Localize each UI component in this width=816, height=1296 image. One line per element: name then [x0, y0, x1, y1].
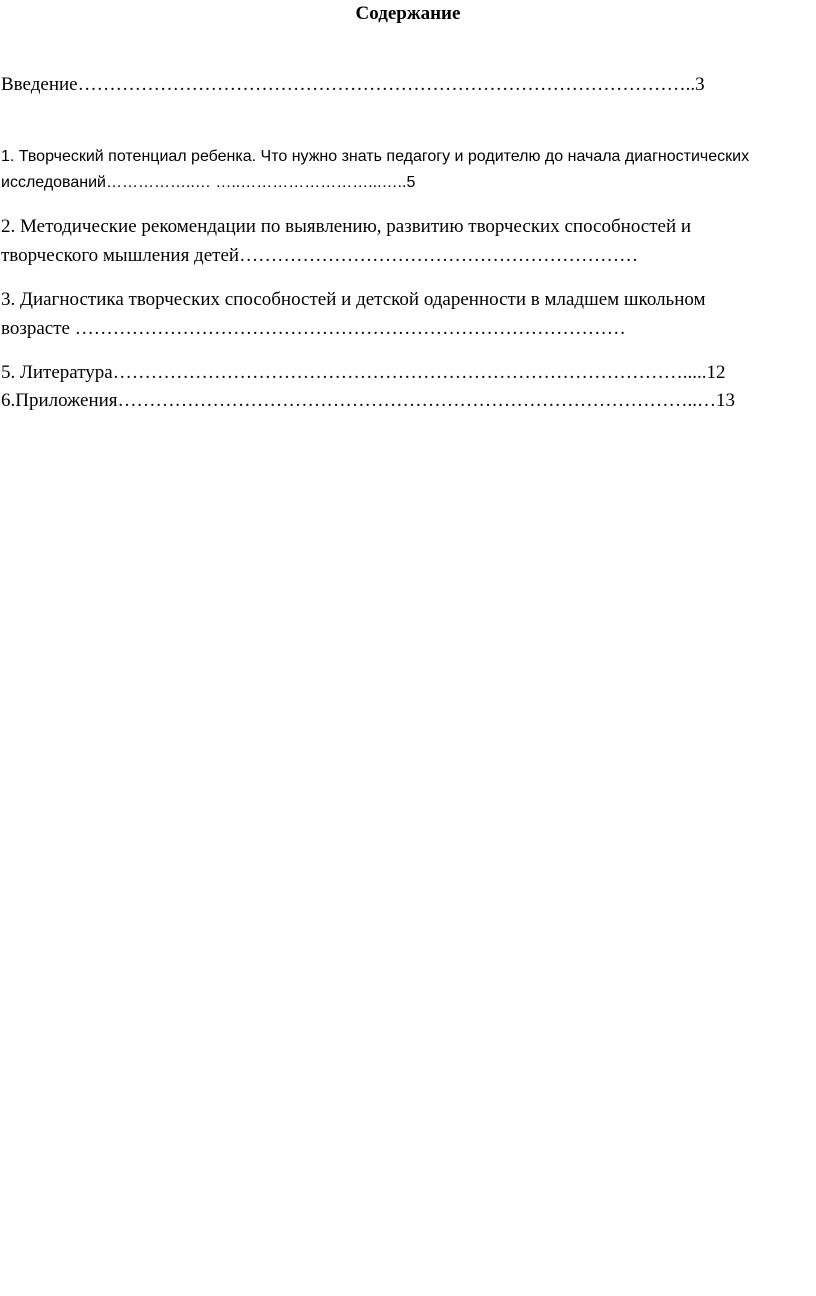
- toc-entry-2-line-1: 2. Методические рекомендации по выявлению, развитию творческих способностей и: [1, 216, 692, 237]
- toc-entry-3-line-2: возрасте ……………………………………………………………………………: [1, 318, 626, 339]
- toc-entry-3-line-1: 3. Диагностика творческих способностей и детской одаренности в младшем школьном: [1, 289, 706, 310]
- page-title: Содержание: [355, 3, 461, 24]
- toc-entry-1-line-1: 1. Творческий потенциал ребенка. Что нужно знать педагогу и родителю до начала диагностических: [1, 148, 750, 165]
- toc-entry-introduction: Введение……………………………………………………………………………………..3: [1, 74, 705, 95]
- toc-entry-appendices: 6.Приложения………………………………………………………………………………..…13: [1, 390, 736, 411]
- toc-entry-1-line-2: исследований……………..… …..……………………...…..5: [1, 174, 416, 191]
- toc-entry-2-line-2: творческого мышления детей………………………………………………………: [1, 245, 639, 266]
- toc-entry-literature: 5. Литература……………………………………………………………………………….....12: [1, 362, 726, 383]
